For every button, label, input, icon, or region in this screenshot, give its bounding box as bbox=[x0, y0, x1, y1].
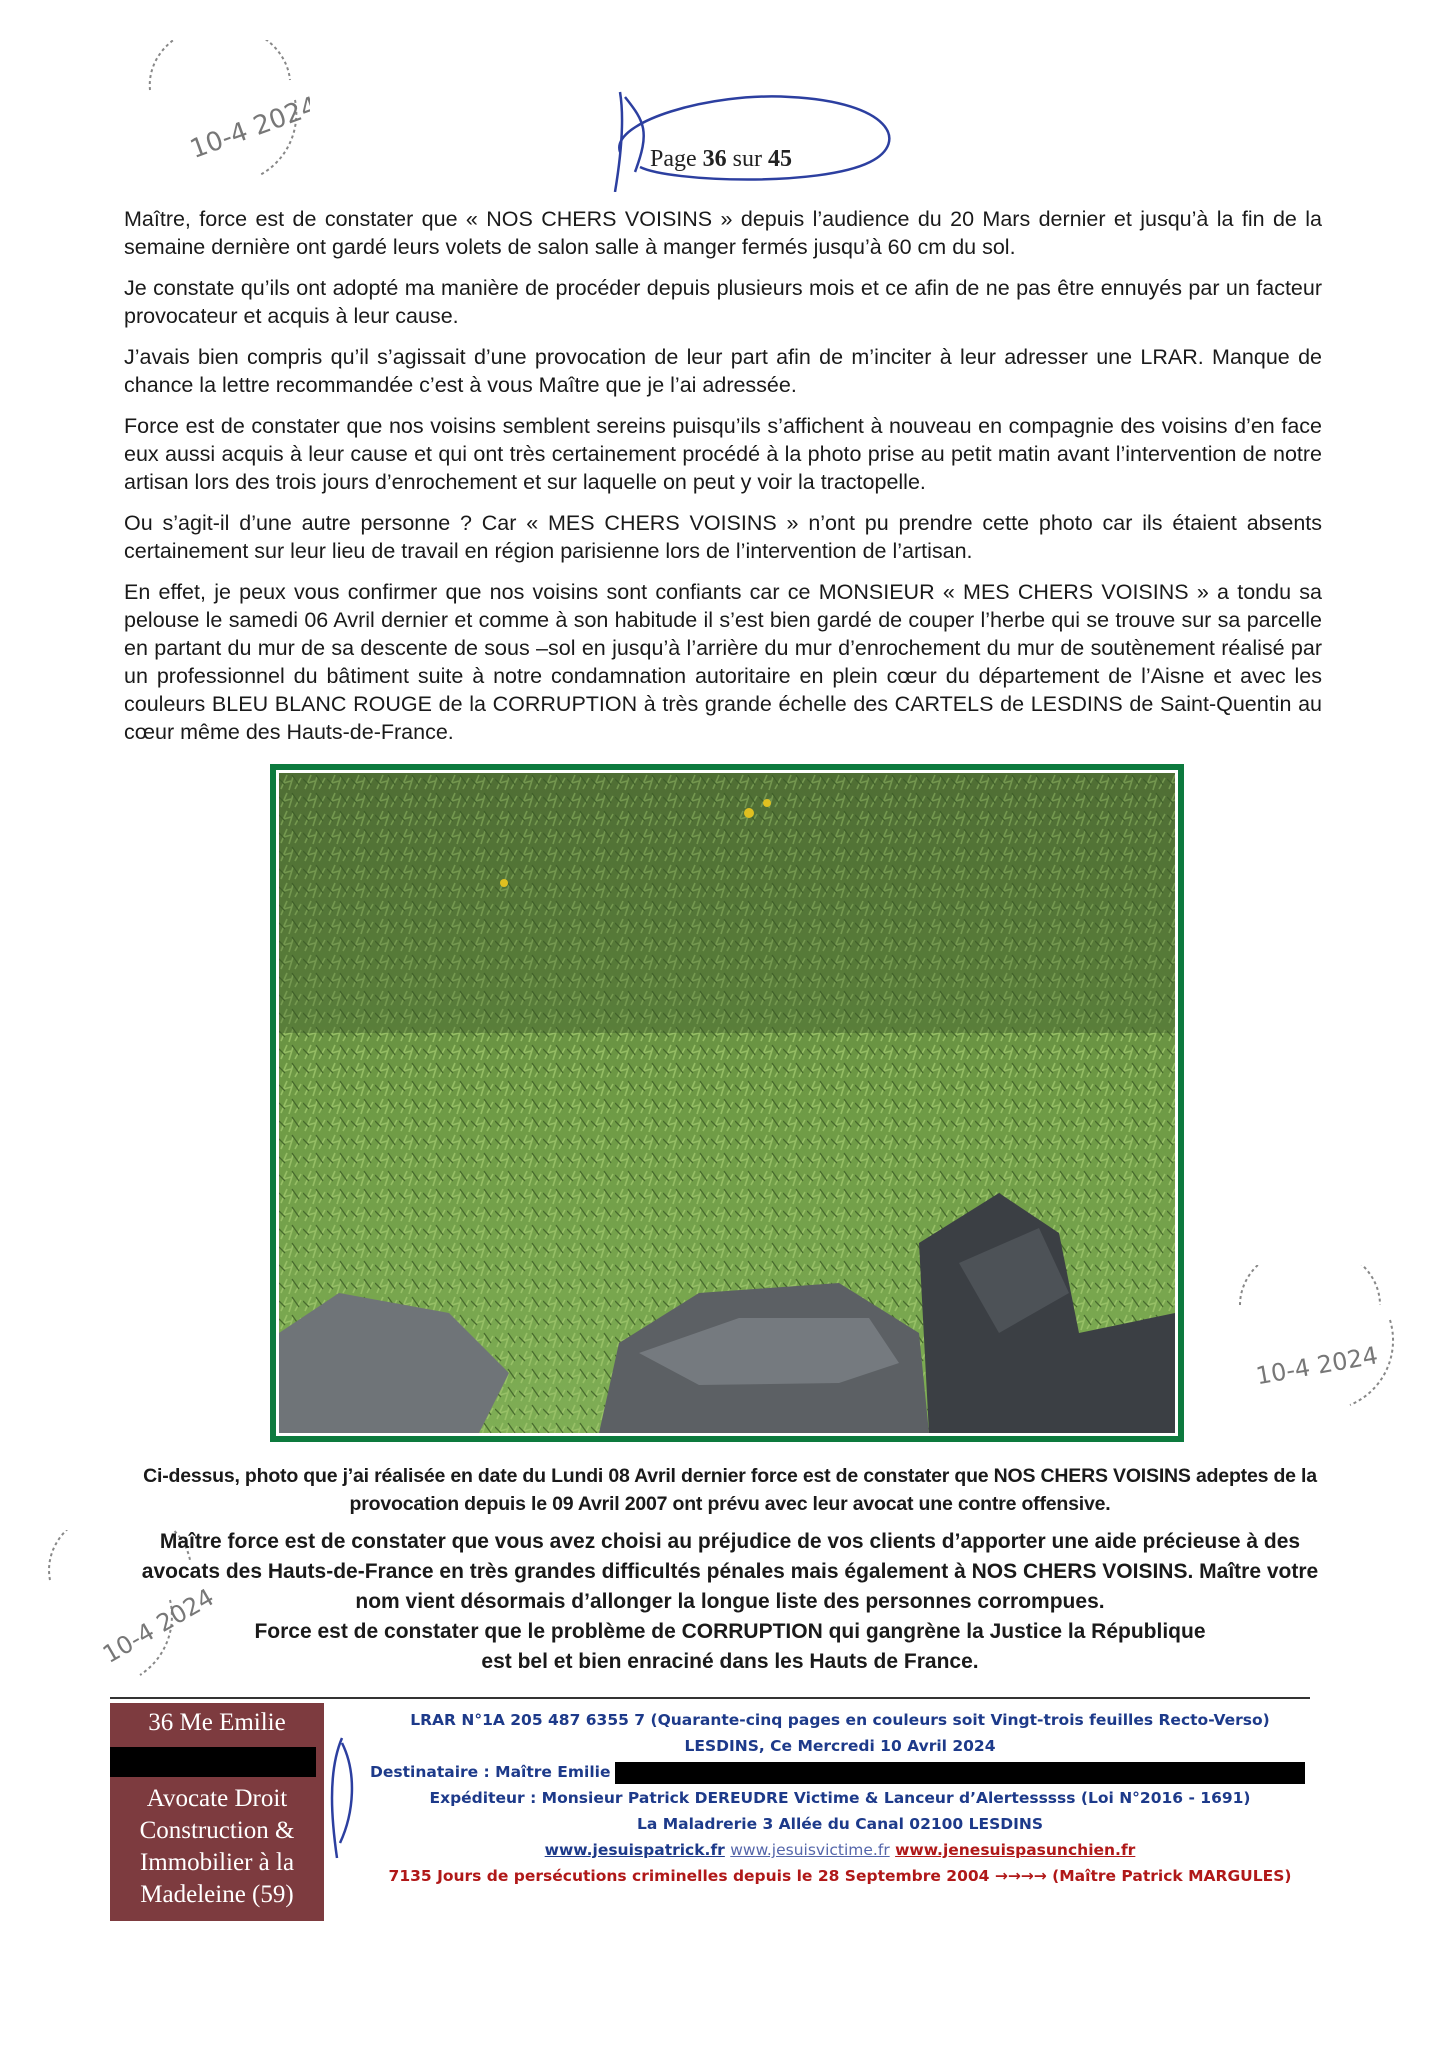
destination: Destinataire : Maître Emilie bbox=[340, 1759, 1340, 1785]
redaction-bar bbox=[110, 1747, 316, 1777]
paragraph: En effet, je peux vous confirmer que nos voisins sont confiants car ce MONSIEUR « MES CHERS VOISINS » a tondu sa pelouse le samedi 06 Avril dernier et comme à son habitude il s’est bien gardé de couper l’herbe qui se trouve sur sa parcelle en partant du mur de sa descente de sous –sol en jusqu’à l’arrière du mur d’enrochement du mur de soutènement réalisé par un professionnel du bâtiment suite à notre condamnation autoritaire en plein cœur du département de l’Aisne et avec les couleurs BLEU BLANC ROUGE de la CORRUPTION à très grande échelle des CARTELS de LESDINS de Saint-Quentin au cœur même des Hauts-de-France. bbox=[124, 580, 1322, 744]
website-links bbox=[340, 1837, 1340, 1863]
page-number-oval bbox=[590, 82, 910, 192]
footer-divider bbox=[110, 1697, 1310, 1699]
photo-caption: Ci-dessus, photo que j’ai réalisée en date du Lundi 08 Avril dernier force est de constater que NOS CHERS VOISINS adeptes de la provocation depuis le 09 Avril 2007 ont prévu avec leur avocat une contre offensive. bbox=[143, 1465, 1317, 1515]
link-jesuispatrick[interactable]: www.jesuispatrick.fr bbox=[544, 1841, 725, 1859]
place-date: LESDINS, Ce Mercredi 10 Avril 2024 bbox=[684, 1737, 996, 1755]
recipient-sidebar bbox=[110, 1703, 324, 1921]
recipient-role: Avocate Droit Construction & Immobilier à la Madeleine (59) bbox=[139, 1785, 295, 1908]
link-jenesuispasunchien[interactable]: www.jenesuispasunchien.fr bbox=[895, 1841, 1136, 1859]
grass-photo-frame bbox=[270, 764, 1184, 1442]
paragraph: J’avais bien compris qu’il s’agissait d’une provocation de leur part afin de m’inciter à leur adresser une LRAR. Manque de chance la lettre recommandée c’est à vous Maître que je l’ai adressée. bbox=[124, 345, 1322, 397]
sender: Expéditeur : Monsieur Patrick DEREUDRE Victime & Lanceur d’Alertesssss (Loi N°2016 - 1691) bbox=[429, 1789, 1251, 1807]
postmark-stamp-right bbox=[1210, 1265, 1410, 1415]
page-number: Page 36 sur 45 bbox=[650, 146, 792, 172]
redaction-bar bbox=[615, 1762, 1305, 1784]
stamp-date-2: 10-4 2024 bbox=[1253, 1341, 1380, 1391]
address: La Maladrerie 3 Allée du Canal 02100 LESDINS bbox=[636, 1815, 1043, 1833]
letter-footer bbox=[340, 1707, 1340, 1889]
paragraph: Maître, force est de constater que « NOS CHERS VOISINS » depuis l’audience du 20 Mars dernier et jusqu’à la fin de la semaine dernière ont gardé leurs volets de salon salle à manger fermés jusqu’à 60 cm du sol. bbox=[124, 207, 1322, 259]
postmark-stamp-top bbox=[110, 40, 310, 190]
closing-statement: Maître force est de constater que vous avez choisi au préjudice de vos clients d’apporter une aide précieuse à des avocats des Hauts-de-France en très grandes difficultés pénales mais également à NOS CHERS VOISINS. Maître votre nom vient désormais d’allonger la longue liste des personnes corrompues. Force est de constater que le problème de CORRUPTION qui gangrène la Justice la République est bel et bien enraciné dans les Hauts de France. bbox=[141, 1530, 1319, 1673]
grass-photo bbox=[279, 773, 1175, 1433]
lrar-number: LRAR N°1A 205 487 6355 7 (Quarante-cinq pages en couleurs soit Vingt-trois feuilles Recto-Verso) bbox=[410, 1711, 1270, 1729]
letter-body bbox=[124, 205, 1322, 759]
paragraph: Ou s’agit-il d’une autre personne ? Car « MES CHERS VOISINS » n’ont pu prendre cette photo car ils étaient absents certainement sur leur lieu de travail en région parisienne lors de l’intervention de l’artisan. bbox=[124, 511, 1322, 563]
recipient-name: 36 Me Emilie bbox=[148, 1709, 286, 1736]
stamp-date-3: 10-4 2024 bbox=[98, 1583, 219, 1669]
persecution-note: 7135 Jours de persécutions criminelles depuis le 28 Septembre 2004 →→→→ (Maître Patrick MARGULES) bbox=[388, 1867, 1292, 1885]
link-jesuisvictime[interactable]: www.jesuisvictime.fr bbox=[730, 1841, 890, 1859]
stamp-date: 10-4 2024 bbox=[186, 91, 310, 165]
paragraph: Force est de constater que nos voisins semblent sereins puisqu’ils s’affichent à nouveau en compagnie des voisins d’en face eux aussi acquis à leur cause et qui ont très certainement procédé à la photo prise au petit matin avant l’intervention de notre artisan lors des trois jours d’enrochement et sur laquelle on peut y voir la tractopelle. bbox=[124, 414, 1322, 494]
paragraph: Je constate qu’ils ont adopté ma manière de procéder depuis plusieurs mois et ce afin de ne pas être ennuyés par un facteur provocateur et acquis à leur cause. bbox=[124, 276, 1322, 328]
